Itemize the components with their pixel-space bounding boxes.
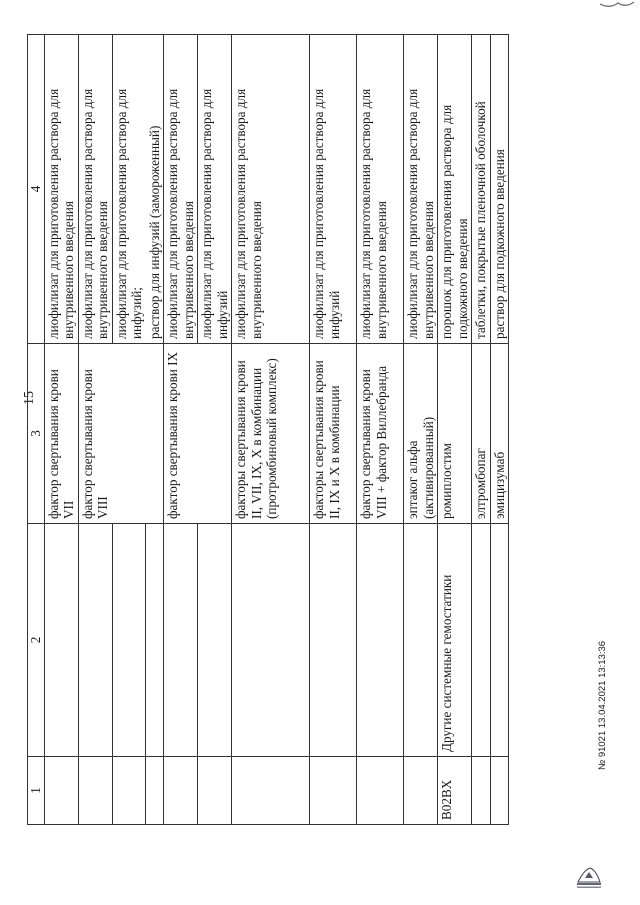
dosage-form: лиофилизат для приготовления раствора для внутривенного введения xyxy=(404,35,438,344)
group-name: Другие системные гемостатики xyxy=(438,524,472,757)
drug-registry-table xyxy=(27,34,509,825)
drug-name: фактор свертывания крови VII xyxy=(44,344,78,524)
dosage-form: лиофилизат для приготовления раствора для внутривенного введения xyxy=(232,35,310,344)
table-row xyxy=(404,35,438,825)
table-row xyxy=(78,35,112,825)
table-header-row xyxy=(28,35,45,825)
column-header-1: 1 xyxy=(28,757,45,825)
dosage-form: лиофилизат для приготовления раствора для инфузий; xyxy=(112,35,146,344)
group-code: B02BX xyxy=(438,757,472,825)
drug-name: факторы свертывания крови II, IX и X в комбинации xyxy=(310,344,357,524)
drug-name: эмицизумаб xyxy=(490,344,509,524)
rotated-table-container xyxy=(27,35,640,825)
page-number: 15 xyxy=(22,391,37,405)
dosage-form: лиофилизат для приготовления раствора для внутривенного введения xyxy=(164,35,198,344)
dosage-form: лиофилизат для приготовления раствора для внутривенного введения xyxy=(357,35,404,344)
drug-name: эптаког альфа (активированный) xyxy=(404,344,438,524)
table-row xyxy=(438,35,472,825)
drug-name: элтромбопаг xyxy=(472,344,491,524)
table-row xyxy=(472,35,491,825)
dosage-form: раствор для подкожного введения xyxy=(490,35,509,344)
table-row xyxy=(490,35,509,825)
dosage-form: раствор для инфузий (замороженный) xyxy=(146,35,164,344)
column-header-3: 3 xyxy=(28,344,45,524)
drug-name: фактор свертывания крови VIII xyxy=(78,344,164,524)
dosage-form: таблетки, покрытые пленочной оболочкой xyxy=(472,35,491,344)
table-row xyxy=(310,35,357,825)
table-row xyxy=(357,35,404,825)
drug-name: фактор свертывания крови IX xyxy=(164,344,232,524)
dosage-form: лиофилизат для приготовления раствора для внутривенного введения xyxy=(78,35,112,344)
drug-name: ромиплостим xyxy=(438,344,472,524)
table-row xyxy=(44,35,78,825)
dosage-form: лиофилизат для приготовления раствора для внутривенного введения xyxy=(44,35,78,344)
dosage-form: лиофилизат для приготовления раствора для инфузий xyxy=(198,35,232,344)
scan-smudge xyxy=(598,0,636,10)
dosage-form: порошок для приготовления раствора для подкожного введения xyxy=(438,35,472,344)
table-body xyxy=(44,35,509,825)
dosage-form: лиофилизат для приготовления раствора для инфузий xyxy=(310,35,357,344)
document-registration-note: № 91021 13.04.2021 13:13:36 xyxy=(597,640,608,770)
table-row xyxy=(232,35,310,825)
drug-name: фактор свертывания крови VIII + фактор Виллебранда xyxy=(357,344,404,524)
drug-name: факторы свертывания крови II, VII, IX, X в комбинации (протромбиновый комплекс) xyxy=(232,344,310,524)
column-header-2: 2 xyxy=(28,524,45,757)
registry-stamp-icon xyxy=(574,864,604,890)
table-row xyxy=(164,35,198,825)
column-header-4: 4 xyxy=(28,35,45,344)
